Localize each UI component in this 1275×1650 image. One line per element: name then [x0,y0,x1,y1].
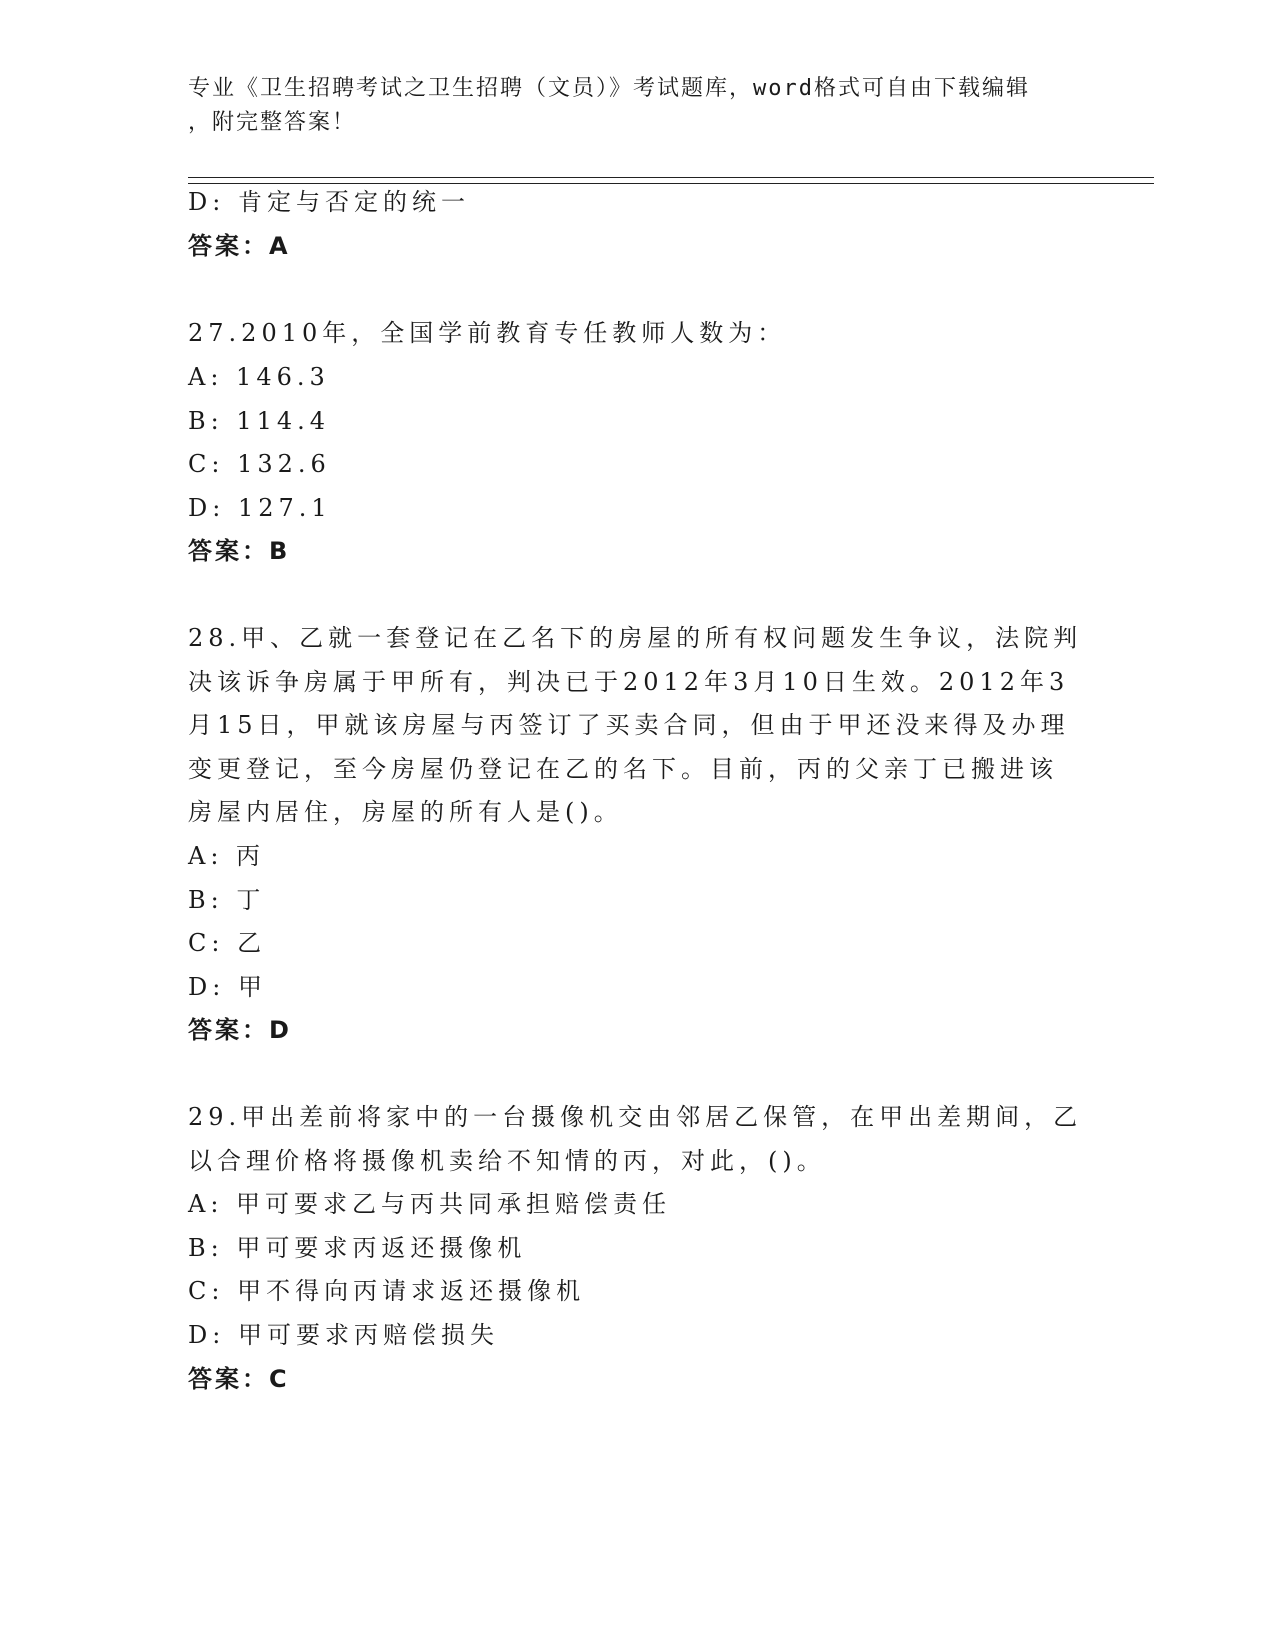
question-text-line: 以合理价格将摄像机卖给不知情的丙，对此，()。 [188,1147,826,1175]
option-c: C: 132.6 [188,450,331,478]
option-b: B: 丁 [188,886,266,914]
option-b: B: 甲可要求丙返还摄像机 [188,1234,527,1262]
question-text-line: 决该诉争房属于甲所有，判决已于2012年3月10日生效。2012年3 [188,668,1070,696]
header-text [188,72,1088,140]
option-c: C: 甲不得向丙请求返还摄像机 [188,1277,586,1305]
option-b: B: 114.4 [188,407,331,435]
option-d: D: 甲可要求丙赔偿损失 [188,1321,499,1349]
header-line-1: 专业《卫生招聘考试之卫生招聘（文员）》考试题库，word格式可自由下载编辑 [188,76,1030,101]
option-a: A: 146.3 [188,363,330,391]
question-text-line: 月15日，甲就该房屋与丙签订了买卖合同，但由于甲还没来得及办理 [188,711,1070,739]
answer: 答案：D [188,1016,292,1044]
question-text: 27.2010年，全国学前教育专任教师人数为： [188,319,787,347]
question-text-line: 28.甲、乙就一套登记在乙名下的房屋的所有权问题发生争议，法院判 [188,624,1083,652]
question-text-line: 房屋内居住，房屋的所有人是()。 [188,798,623,826]
question-text-line: 29.甲出差前将家中的一台摄像机交由邻居乙保管，在甲出差期间，乙 [188,1103,1083,1131]
question-text-line: 变更登记，至今房屋仍登记在乙的名下。目前，丙的父亲丁已搬进该 [188,755,1058,783]
header-divider-top [188,177,1154,178]
option-a: A: 丙 [188,842,266,870]
answer: 答案：B [188,537,291,565]
answer: 答案：A [188,232,291,260]
option-a: A: 甲可要求乙与丙共同承担赔偿责任 [188,1190,672,1218]
option-d: D: 肯定与否定的统一 [188,188,470,216]
answer: 答案：C [188,1365,290,1393]
option-d: D: 甲 [188,973,267,1001]
header-line-2: ，附完整答案！ [188,110,357,135]
option-d: D: 127.1 [188,494,332,522]
option-c: C: 乙 [188,929,267,957]
header-divider-bottom [188,183,1154,184]
